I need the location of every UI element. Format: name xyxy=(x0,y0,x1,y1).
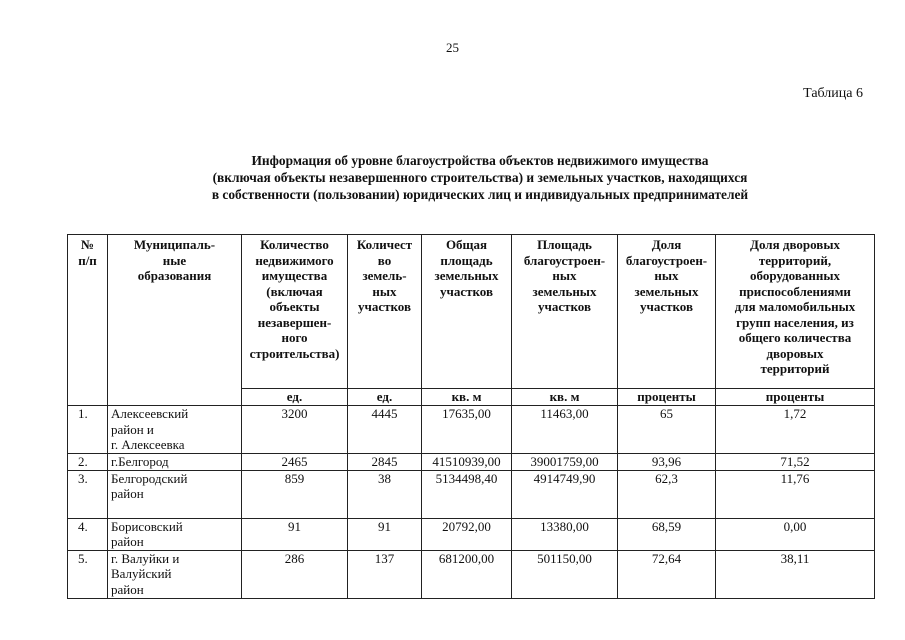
row-number: 5. xyxy=(68,550,108,598)
cell-accessible-share: 1,72 xyxy=(716,406,875,454)
cell-property-count: 286 xyxy=(242,550,348,598)
table-label: Таблица 6 xyxy=(803,86,863,101)
cell-improved-area: 39001759,00 xyxy=(512,454,618,471)
table-row xyxy=(68,406,875,454)
cell-property-count: 91 xyxy=(242,518,348,550)
municipality-name: Борисовский район xyxy=(108,518,242,550)
title-line: в собственности (пользовании) юридических лиц и индивидуальных предпринимателей xyxy=(211,187,749,202)
row-number: 4. xyxy=(68,518,108,550)
cell-total-area: 20792,00 xyxy=(422,518,512,550)
col-header-improved-area: Площадь благоустроен- ных земельных участков xyxy=(512,235,618,389)
municipality-name: г.Белгород xyxy=(108,454,242,471)
table-row xyxy=(68,454,875,471)
cell-land-count: 137 xyxy=(348,550,422,598)
table-row xyxy=(68,550,875,598)
col-header-number: № п/п xyxy=(68,235,108,406)
cell-land-count: 91 xyxy=(348,518,422,550)
table-row xyxy=(68,470,875,518)
cell-land-count: 4445 xyxy=(348,406,422,454)
cell-improved-share: 72,64 xyxy=(618,550,716,598)
cell-improved-area: 11463,00 xyxy=(512,406,618,454)
col-header-total-area: Общая площадь земельных участков xyxy=(422,235,512,389)
cell-total-area: 17635,00 xyxy=(422,406,512,454)
cell-property-count: 859 xyxy=(242,470,348,518)
unit-cell: ед. xyxy=(242,389,348,406)
unit-cell: кв. м xyxy=(512,389,618,406)
cell-accessible-share: 11,76 xyxy=(716,470,875,518)
col-header-property-count: Количество недвижимого имущества (включая объекты незавершен- ного строительства) xyxy=(242,235,348,389)
title-line: Информация об уровне благоустройства объектов недвижимого имущества xyxy=(251,153,709,168)
municipality-name: г. Валуйки и Валуйский район xyxy=(108,550,242,598)
col-header-accessible-yards-share: Доля дворовых территорий, оборудованных приспособлениями для маломобильных групп населения, из общего количества дворовых территорий xyxy=(716,235,875,389)
table-row xyxy=(68,518,875,550)
cell-accessible-share: 38,11 xyxy=(716,550,875,598)
cell-total-area: 681200,00 xyxy=(422,550,512,598)
cell-land-count: 38 xyxy=(348,470,422,518)
cell-improved-share: 65 xyxy=(618,406,716,454)
municipality-name: Алексеевский район и г. Алексеевка xyxy=(108,406,242,454)
municipality-name: Белгородский район xyxy=(108,470,242,518)
title-line: (включая объекты незавершенного строительства) и земельных участков, находящихся xyxy=(212,170,748,185)
row-number: 3. xyxy=(68,470,108,518)
cell-improved-area: 4914749,90 xyxy=(512,470,618,518)
cell-improved-share: 93,96 xyxy=(618,454,716,471)
unit-cell: кв. м xyxy=(422,389,512,406)
improvement-table xyxy=(67,234,875,599)
col-header-land-count: Количест во земель- ных участков xyxy=(348,235,422,389)
cell-total-area: 5134498,40 xyxy=(422,470,512,518)
cell-accessible-share: 0,00 xyxy=(716,518,875,550)
cell-improved-share: 68,59 xyxy=(618,518,716,550)
cell-improved-share: 62,3 xyxy=(618,470,716,518)
cell-improved-area: 501150,00 xyxy=(512,550,618,598)
cell-total-area: 41510939,00 xyxy=(422,454,512,471)
cell-accessible-share: 71,52 xyxy=(716,454,875,471)
cell-property-count: 3200 xyxy=(242,406,348,454)
page-number: 25 xyxy=(446,40,459,55)
document-title xyxy=(80,152,880,203)
unit-cell: проценты xyxy=(716,389,875,406)
unit-cell: ед. xyxy=(348,389,422,406)
unit-cell: проценты xyxy=(618,389,716,406)
cell-improved-area: 13380,00 xyxy=(512,518,618,550)
col-header-municipality: Муниципаль- ные образования xyxy=(108,235,242,406)
row-number: 1. xyxy=(68,406,108,454)
cell-land-count: 2845 xyxy=(348,454,422,471)
row-number: 2. xyxy=(68,454,108,471)
col-header-improved-share: Доля благоустроен- ных земельных участков xyxy=(618,235,716,389)
cell-property-count: 2465 xyxy=(242,454,348,471)
